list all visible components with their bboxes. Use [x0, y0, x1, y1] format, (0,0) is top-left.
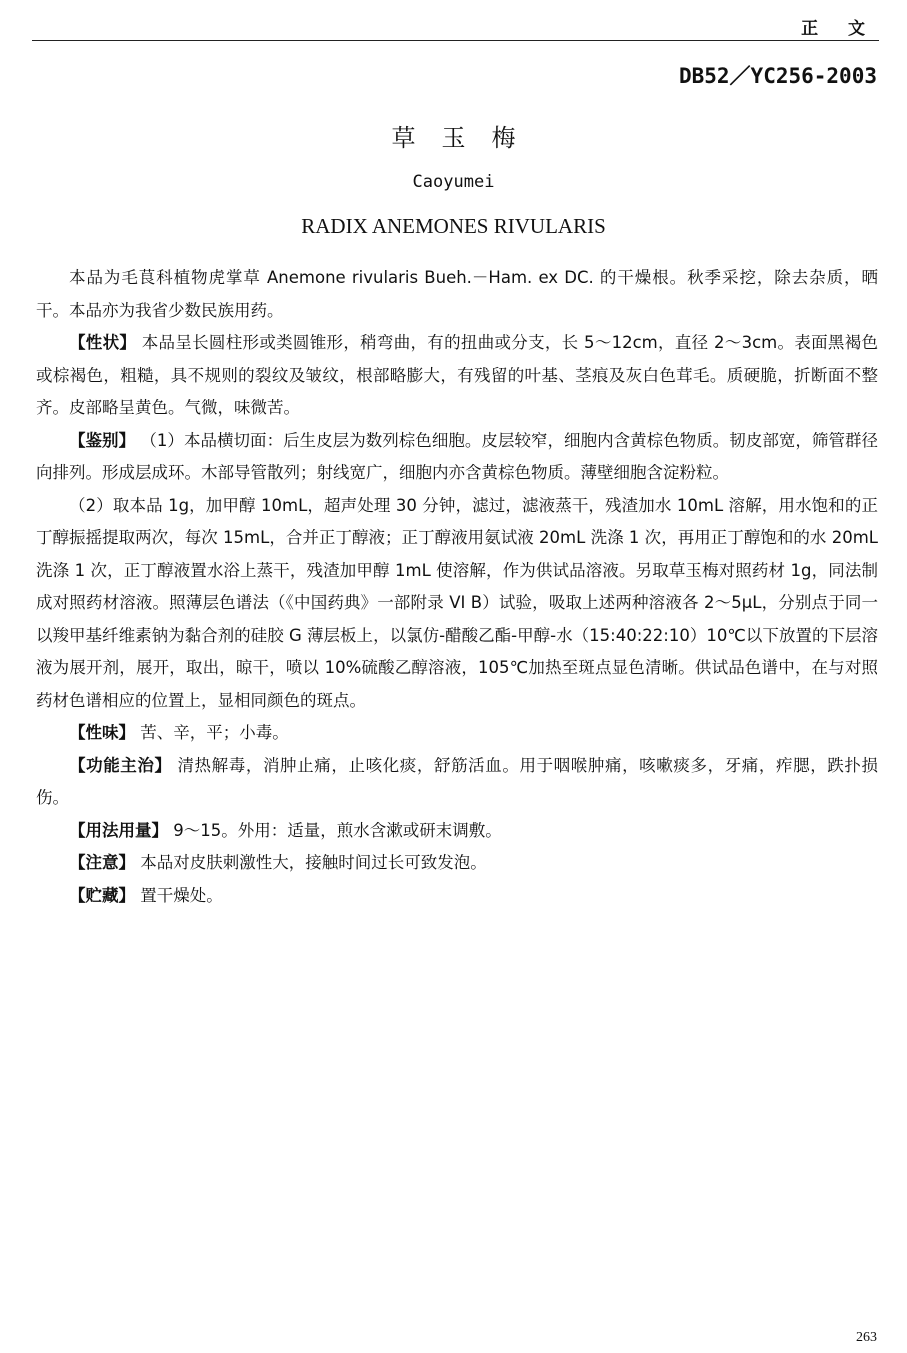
title-chinese: 草玉梅: [391, 124, 542, 152]
paragraph-nature-flavor: [36, 717, 878, 750]
paragraph-label: 【贮藏】: [69, 885, 135, 905]
paragraph-label: 【鉴别】: [69, 430, 136, 450]
paragraph-text: 本品对皮肤刺激性大，接触时间过长可致发泡。: [135, 853, 487, 872]
paragraph-text: 苦、辛，平；小毒。: [135, 723, 289, 742]
standard-number: DB52／YC256-2003: [678, 64, 877, 88]
paragraph-caution: [36, 847, 878, 880]
title-latin: RADIX ANEMONES RIVULARIS: [301, 214, 606, 238]
header-rule: [32, 40, 879, 41]
paragraph-text: 清热解毒，消肿止痛，止咳化痰，舒筋活血。用于咽喉肿痛，咳嗽痰多，牙痛，痄腮，跌扑损伤。: [36, 755, 878, 807]
paragraph-label: 【功能主治】: [69, 755, 172, 775]
monograph-body: [36, 262, 878, 912]
paragraph-text: 9～15。外用：适量，煎水含漱或研末调敷。: [168, 820, 502, 840]
paragraph-characters: [36, 327, 878, 425]
paragraph-label: 【注意】: [69, 853, 135, 872]
paragraph-description: [36, 262, 878, 327]
paragraph-text: 本品为毛茛科植物虎掌草 Anemone rivularis Bueh.－Ham. ex DC. 的干燥根。秋季采挖，除去杂质，晒干。本品亦为我省少数民族用药。: [36, 268, 878, 320]
paragraph-label: 【性味】: [69, 723, 135, 742]
paragraph-functions: [36, 750, 878, 815]
paragraph-text: （1）本品横切面：后生皮层为数列棕色细胞。皮层较窄，细胞内含黄棕色物质。韧皮部宽，筛管群径向排列。形成层成环。木部导管散列；射线宽广，细胞内亦含黄棕色物质。薄壁细胞含淀粉粒。: [36, 430, 879, 482]
paragraph-text: 本品呈长圆柱形或类圆锥形，稍弯曲，有的扭曲或分支，长 5～12cm，直径 2～3cm。表面黑褐色或棕褐色，粗糙，具不规则的裂纹及皱纹，根部略膨大，有残留的叶基、茎痕及灰白色茸毛。质硬脆，折断面不整齐。皮部略呈黄色。气微，味微苦。: [36, 333, 879, 417]
paragraph-label: 【性状】: [69, 333, 137, 352]
paragraph-identification-2: [36, 490, 878, 718]
title-pinyin: Caoyumei: [412, 172, 495, 192]
paragraph-identification-1: [36, 425, 878, 490]
page-number: 263: [856, 1330, 877, 1345]
paragraph-label: 【用法用量】: [69, 820, 168, 840]
paragraph-storage: [36, 880, 878, 913]
paragraph-text: （2）取本品 1g，加甲醇 10mL，超声处理 30 分钟，滤过，滤液蒸干，残渣加水 10mL 溶解，用水饱和的正丁醇振摇提取两次，每次 15mL，合并正丁醇液；正丁醇液用氨试液 20mL 洗涤 1 次，再用正丁醇饱和的水 20mL 洗涤 1 次，正丁醇液置水浴上蒸干，残渣加甲醇 1mL 使溶解，作为供试品溶液。另取草玉梅对照药材 1g，同法制成对照药材溶液。照薄层色谱法（《中国药典》一部附录 VI B）试验，吸取上述两种溶液各 2～5μL，分别点于同一以羧甲基纤维素钠为黏合剂的硅胶 G 薄层板上，以氯仿-醋酸乙酯-甲醇-水（15:40:22:10）10℃以下放置的下层溶液为展开剂，展开，取出，晾干，喷以 10%硫酸乙醇溶液，105℃加热至斑点显色清晰。供试品色谱中，在与对照药材色谱相应的位置上，显相同颜色的斑点。: [36, 495, 878, 710]
paragraph-text: 置干燥处。: [135, 885, 223, 905]
section-label: 正 文: [801, 19, 877, 39]
paragraph-dosage: [36, 815, 878, 848]
